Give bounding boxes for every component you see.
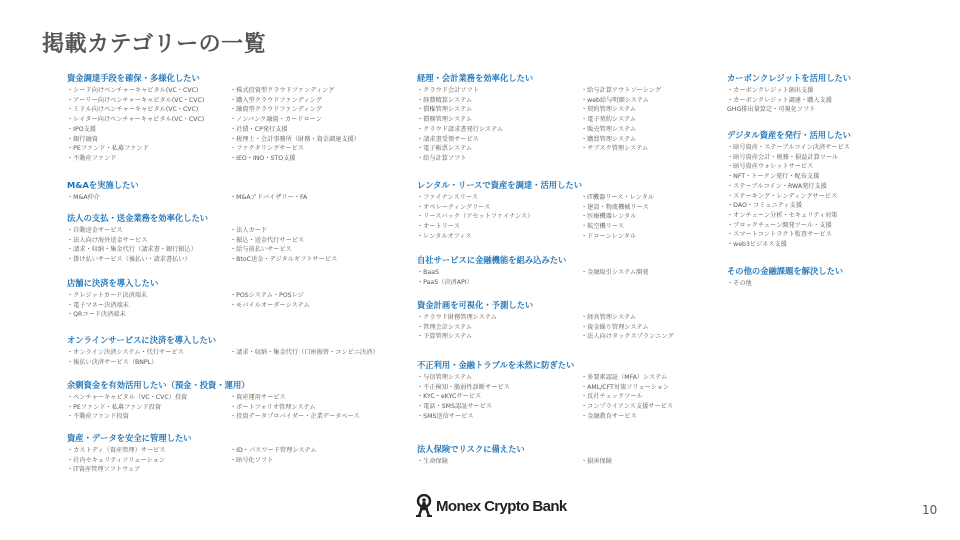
section-title: その他の金融課題を解決したい [727, 266, 844, 276]
category-item: ・給与計算アウトソーシング [581, 87, 662, 94]
item-column-right [581, 373, 673, 422]
category-item: ・契約管理システム [581, 106, 637, 114]
category-item: ・コンプライアンス支援サービス [581, 403, 674, 411]
item-column-left [417, 457, 448, 467]
category-item: ・医療機器レンタル [581, 213, 637, 221]
item-column-right [230, 446, 316, 465]
category-item: ・電話・SMS認証サービス [417, 403, 493, 411]
category-item: ・反社チェックツール [581, 393, 643, 401]
category-item: ・ファクタリングサービス [230, 145, 304, 153]
category-item: ・PEファンド・私募ファンド [67, 145, 149, 153]
category-item: ・社債・CP発行支援 [230, 125, 288, 133]
category-item: ・航空機リース [581, 223, 625, 231]
category-section [67, 213, 338, 264]
section-title: 自社サービスに金融機能を組み込みたい [417, 255, 567, 265]
category-item: ・株式投資型クラウドファンディング [230, 87, 335, 94]
category-item: GHG排出量算定・可視化ソフト [727, 106, 816, 114]
section-title: レンタル・リースで資産を調達・活用したい [417, 180, 582, 190]
category-section [67, 335, 379, 366]
page-number: 10 [922, 503, 938, 517]
item-column-left [67, 446, 166, 475]
category-item: ・オートリース [417, 223, 461, 231]
category-item: ・ステーブルコイン・RWA発行支援 [727, 182, 827, 190]
category-section [417, 180, 654, 240]
section-title: 法人保険でリスクに備えたい [417, 444, 525, 454]
category-item: ・BtoC送金・デジタルギフトサービス [230, 256, 338, 264]
category-item: ・購買管理システム [581, 135, 637, 143]
category-item: ・暗号資産会計・税務・損益計算ツール [727, 153, 839, 161]
category-item: ・金融取引システム開発 [581, 269, 649, 276]
category-section [67, 278, 310, 319]
category-item: ・多要素認証（MFA）システム [581, 374, 668, 381]
category-item: ・PaaS（決済API） [417, 278, 473, 286]
category-section [727, 73, 852, 114]
item-column-left [417, 86, 503, 164]
category-item: ・レンタルオフィス [417, 232, 472, 240]
item-column-right [230, 348, 379, 358]
section-title: 資産・データを安全に管理したい [67, 433, 192, 443]
category-item: ・その他 [727, 280, 752, 287]
item-column-right [581, 457, 612, 467]
category-item: ・PEファンド・私募ファンド投資 [67, 403, 162, 411]
category-section [67, 433, 317, 474]
category-item: ・不動産ファンド [67, 154, 117, 162]
category-section [67, 73, 360, 162]
category-item: ・投資データプロバイダー・企業データベース [230, 413, 360, 421]
category-item: ・M&A仲介 [67, 194, 100, 201]
category-section [417, 300, 674, 341]
category-item: ・スマートコントラクト監査サービス [727, 231, 832, 239]
category-item: ・予算管理システム [417, 333, 473, 341]
item-column-right [230, 86, 360, 164]
category-section [67, 180, 308, 201]
category-item: ・金融教育サービス [581, 412, 637, 420]
category-section [417, 73, 662, 162]
item-column-left [67, 291, 147, 320]
category-item: ・カーボンクレジット創出支援 [727, 87, 814, 94]
category-item: ・経費精算システム [417, 96, 473, 104]
category-item: ・DAO・コミュニティ支援 [727, 202, 802, 210]
category-item: ・オンライン決済システム・代行サービス [67, 349, 184, 356]
category-item: ・KYC・eKYCサービス [417, 393, 482, 401]
category-item: ・ブロックチェーン開発ツール・支援 [727, 221, 832, 229]
category-item: ・建設・物流機械リース [581, 203, 649, 211]
section-title: 不正利用・金融トラブルを未然に防ぎたい [417, 360, 575, 370]
category-item: ・販売管理システム [581, 125, 637, 133]
category-section [727, 266, 844, 287]
category-item: ・損害保険 [581, 458, 612, 465]
category-item: ・電子契約システム [581, 116, 637, 124]
category-item: ・web3ビジネス支援 [727, 241, 787, 249]
category-item: ・モバイルオーダーシステム [230, 301, 310, 309]
category-item: ・税理士・会計事務所（財務・資金調達支援） [230, 135, 360, 143]
category-item: ・レイター向けベンチャーキャピタル(VC・CVC) [67, 116, 205, 124]
item-column-right [581, 86, 661, 154]
category-item: ・IEO・INO・STO支援 [230, 154, 296, 162]
category-item: ・ベンチャーキャピタル（VC・CVC）投資 [67, 394, 188, 401]
brand-name: Monex Crypto Bank [436, 497, 567, 515]
item-column-left [67, 86, 204, 164]
category-item: ・ミドル向けベンチャーキャピタル(VC・CVC) [67, 106, 199, 114]
category-item: ・カストディ（資産管理）サービス [67, 447, 166, 454]
category-item: ・QRコード決済端末 [67, 311, 126, 319]
category-item: ・サブスク管理システム [581, 145, 649, 153]
category-item: ・暗号資産ウォレットサービス [727, 163, 814, 171]
brand-logo [415, 494, 567, 518]
category-item: ・債権管理システム [417, 106, 473, 114]
item-column-left [417, 313, 497, 342]
category-item: ・BaaS [417, 269, 439, 276]
category-item: ・ドローンレンタル [581, 232, 637, 240]
category-section [417, 360, 674, 420]
item-column-right [230, 291, 310, 310]
page-title: 掲載カテゴリーの一覧 [42, 32, 267, 57]
section-title: 資金計画を可視化・予測したい [417, 300, 534, 310]
category-item: ・ファイナンスリース [417, 194, 478, 201]
category-section [67, 380, 360, 421]
item-column-right [581, 193, 654, 242]
category-item: ・AML/CFT対策ソリューション [581, 383, 670, 391]
item-column-left [67, 348, 184, 367]
item-column-left [727, 143, 850, 250]
category-item: ・給与計算ソフト [417, 154, 467, 162]
category-item: ・請求書受領サービス [417, 135, 479, 143]
category-item: ・オンチェーン分析・セキュリティ対策 [727, 211, 838, 219]
section-title: オンラインサービスに決済を導入したい [67, 335, 217, 345]
section-title: 店舗に決済を導入したい [67, 278, 159, 288]
category-item: ・IPO支援 [67, 125, 96, 133]
category-item: ・請求・収納・集金代行（口座振替・コンビニ決済） [230, 349, 379, 356]
category-item: ・クラウド財務管理システム [417, 314, 497, 321]
category-item: ・カーボンクレジット調達・購入支援 [727, 96, 832, 104]
category-item: ・電子マネー決済端末 [67, 301, 129, 309]
item-column-right [230, 226, 337, 265]
category-item: ・クラウド会計ソフト [417, 87, 479, 94]
category-item: ・ノンバンク融資・カードローン [230, 116, 322, 124]
category-item: ・給与前払いサービス [230, 246, 292, 254]
item-column-left [417, 373, 510, 422]
category-item: ・生命保険 [417, 458, 448, 465]
section-title: M&Aを実施したい [67, 180, 139, 190]
category-item: ・電子帳票システム [417, 145, 473, 153]
category-section [417, 444, 612, 465]
category-item: ・M&Aアドバイザリー・FA [230, 194, 308, 201]
category-item: ・社内セキュリティソリューション [67, 456, 165, 464]
category-item: ・資産運用サービス [230, 394, 286, 401]
section-title: 余剰資金を有効活用したい（預金・投資・運用） [67, 380, 250, 390]
section-title: 資金調達手段を確保・多様化したい [67, 73, 200, 83]
category-item: ・資金繰り管理システム [581, 323, 649, 331]
category-item: ・法人向けタックスプランニング [581, 333, 674, 341]
item-column-right [581, 313, 674, 342]
category-item: ・請求・収納・集金代行（請求書・銀行振込） [67, 246, 197, 254]
category-item: ・シード向けベンチャーキャピタル(VC・CVC) [67, 87, 199, 94]
item-column-right [581, 268, 648, 278]
category-item: ・法人向け海外送金サービス [67, 236, 148, 244]
category-item: ・後払い決済サービス（BNPL） [67, 358, 158, 366]
category-item: ・クレジットカード決済端末 [67, 292, 148, 299]
section-title: デジタル資産を発行・活用したい [727, 130, 851, 140]
category-item: ・銀行融資 [67, 135, 98, 143]
item-column-left [67, 193, 100, 203]
category-item: ・クラウド請求書発行システム [417, 125, 504, 133]
category-item: ・不動産ファンド投資 [67, 413, 129, 421]
category-item: ・掛け払いサービス（後払い・請求書払い） [67, 256, 191, 264]
category-item: ・不正検知・脆弱性診断サービス [417, 383, 510, 391]
item-column-right [230, 193, 307, 203]
category-item: ・暗号化ソフト [230, 456, 274, 464]
category-item: ・リースバック（アセットファイナンス） [417, 213, 534, 221]
category-item: ・暗号資産・ステーブルコイン決済サービス [727, 144, 850, 151]
item-column-left [727, 86, 832, 115]
monex-logo-icon [415, 494, 433, 518]
category-item: ・経営管理システム [581, 314, 637, 321]
category-item: ・オペレーティングリース [417, 203, 491, 211]
section-title: カーボンクレジットを活用したい [727, 73, 852, 83]
section-title: 経理・会計業務を効率化したい [417, 73, 534, 83]
category-item: ・振込・送金代行サービス [230, 236, 305, 244]
category-item: ・IT機器リース・レンタル [581, 194, 654, 201]
category-item: ・web給与明細システム [581, 96, 649, 104]
category-section [417, 255, 649, 286]
item-column-left [417, 268, 473, 287]
category-item: ・POSシステム・POSレジ [230, 292, 304, 299]
category-item: ・アーリー向けベンチャーキャピタル(VC・CVC) [67, 96, 205, 104]
category-item: ・購入型クラウドファンディング [230, 96, 322, 104]
category-item: ・ポートフォリオ管理システム [230, 403, 316, 411]
category-item: ・SMS送信サービス [417, 412, 474, 420]
category-item: ・IT資産管理ソフトウェア [67, 466, 141, 474]
category-item: ・管理会計システム [417, 323, 473, 331]
item-column-right [230, 393, 360, 422]
category-item: ・自動送金サービス [67, 227, 123, 234]
category-item: ・法人カード [230, 227, 268, 234]
section-title: 法人の支払・送金業務を効率化したい [67, 213, 209, 223]
category-item: ・融資型クラウドファンディング [230, 106, 322, 114]
item-column-left [67, 393, 187, 422]
category-item: ・NFT・トークン発行・配布支援 [727, 173, 820, 181]
category-item: ・与信管理システム [417, 374, 473, 381]
category-item: ・ステーキング・レンディングサービス [727, 192, 838, 200]
category-section [727, 130, 851, 249]
category-item: ・ID・パスワード管理システム [230, 447, 317, 454]
item-column-left [67, 226, 197, 265]
item-column-left [727, 279, 752, 289]
category-item: ・債務管理システム [417, 116, 473, 124]
item-column-left [417, 193, 533, 242]
